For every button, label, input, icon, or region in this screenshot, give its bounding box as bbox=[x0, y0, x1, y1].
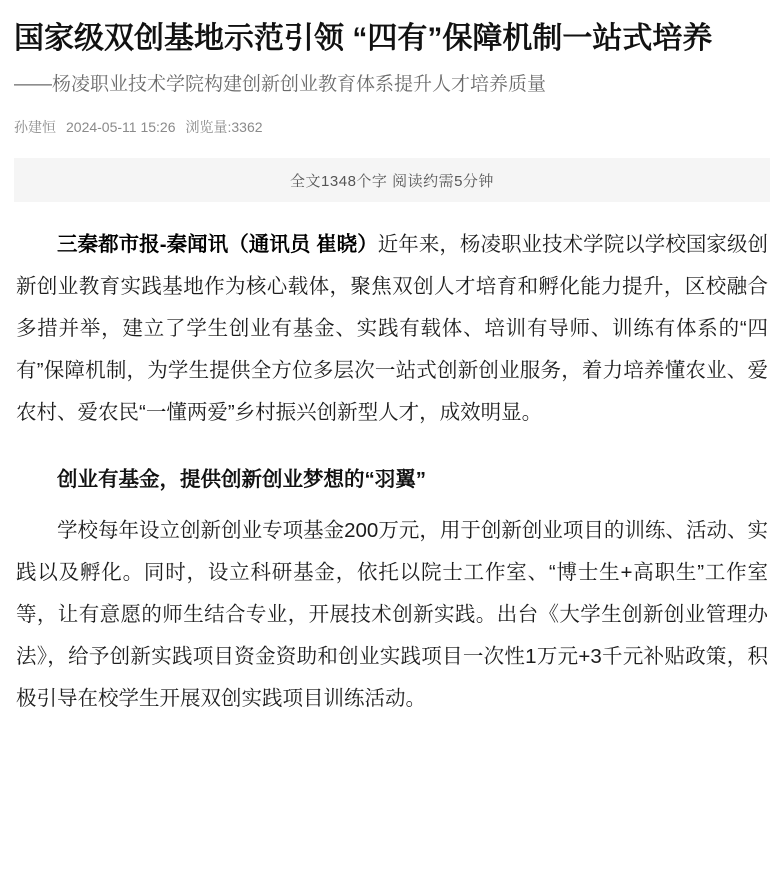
lead-source-label: 三秦都市报-秦闻讯（通讯员 崔晓） bbox=[57, 233, 378, 256]
section-paragraph-funding: 学校每年设立创新创业专项基金200万元，用于创新创业项目的训练、活动、实践以及孵化。同时，设立科研基金，依托以院士工作室、“博士生+高职生”工作室等，让有意愿的师生结合专业，开展技术创新实践。出台《大学生创新创业管理办法》，给予创新实践项目资金资助和创业实践项目一次性1万元+3千元补贴政策，积极引导在校学生开展双创实践项目训练活动。 bbox=[16, 519, 768, 710]
author-name: 孙建恒 bbox=[14, 119, 56, 135]
article-body bbox=[14, 224, 770, 720]
article-subtitle: ——杨凌职业技术学院构建创新创业教育体系提升人才培养质量 bbox=[14, 74, 547, 95]
publish-datetime: 2024-05-11 15:26 bbox=[66, 119, 176, 135]
article-meta bbox=[14, 116, 770, 138]
page-title: 国家级双创基地示范引领 “四有”保障机制一站式培养 bbox=[14, 22, 713, 55]
lead-paragraph-text: 近年来，杨凌职业技术学院以学校国家级创新创业教育实践基地作为核心载体，聚焦双创人才培育和孵化能力提升，区校融合多措并举，建立了学生创业有基金、实践有载体、培训有导师、训练有体系的“四有”保障机制，为学生提供全方位多层次一站式创新创业服务，着力培养懂农业、爱农村、爱农民“一懂两爱”乡村振兴创新型人才，成效明显。 bbox=[16, 233, 769, 424]
lead-paragraph bbox=[16, 224, 768, 434]
section-heading-funding: 创业有基金，提供创新创业梦想的“羽翼” bbox=[57, 468, 426, 491]
reading-stats-bar: 全文1348个字 阅读约需5分钟 bbox=[14, 158, 770, 202]
view-count: 浏览量:3362 bbox=[185, 119, 263, 135]
